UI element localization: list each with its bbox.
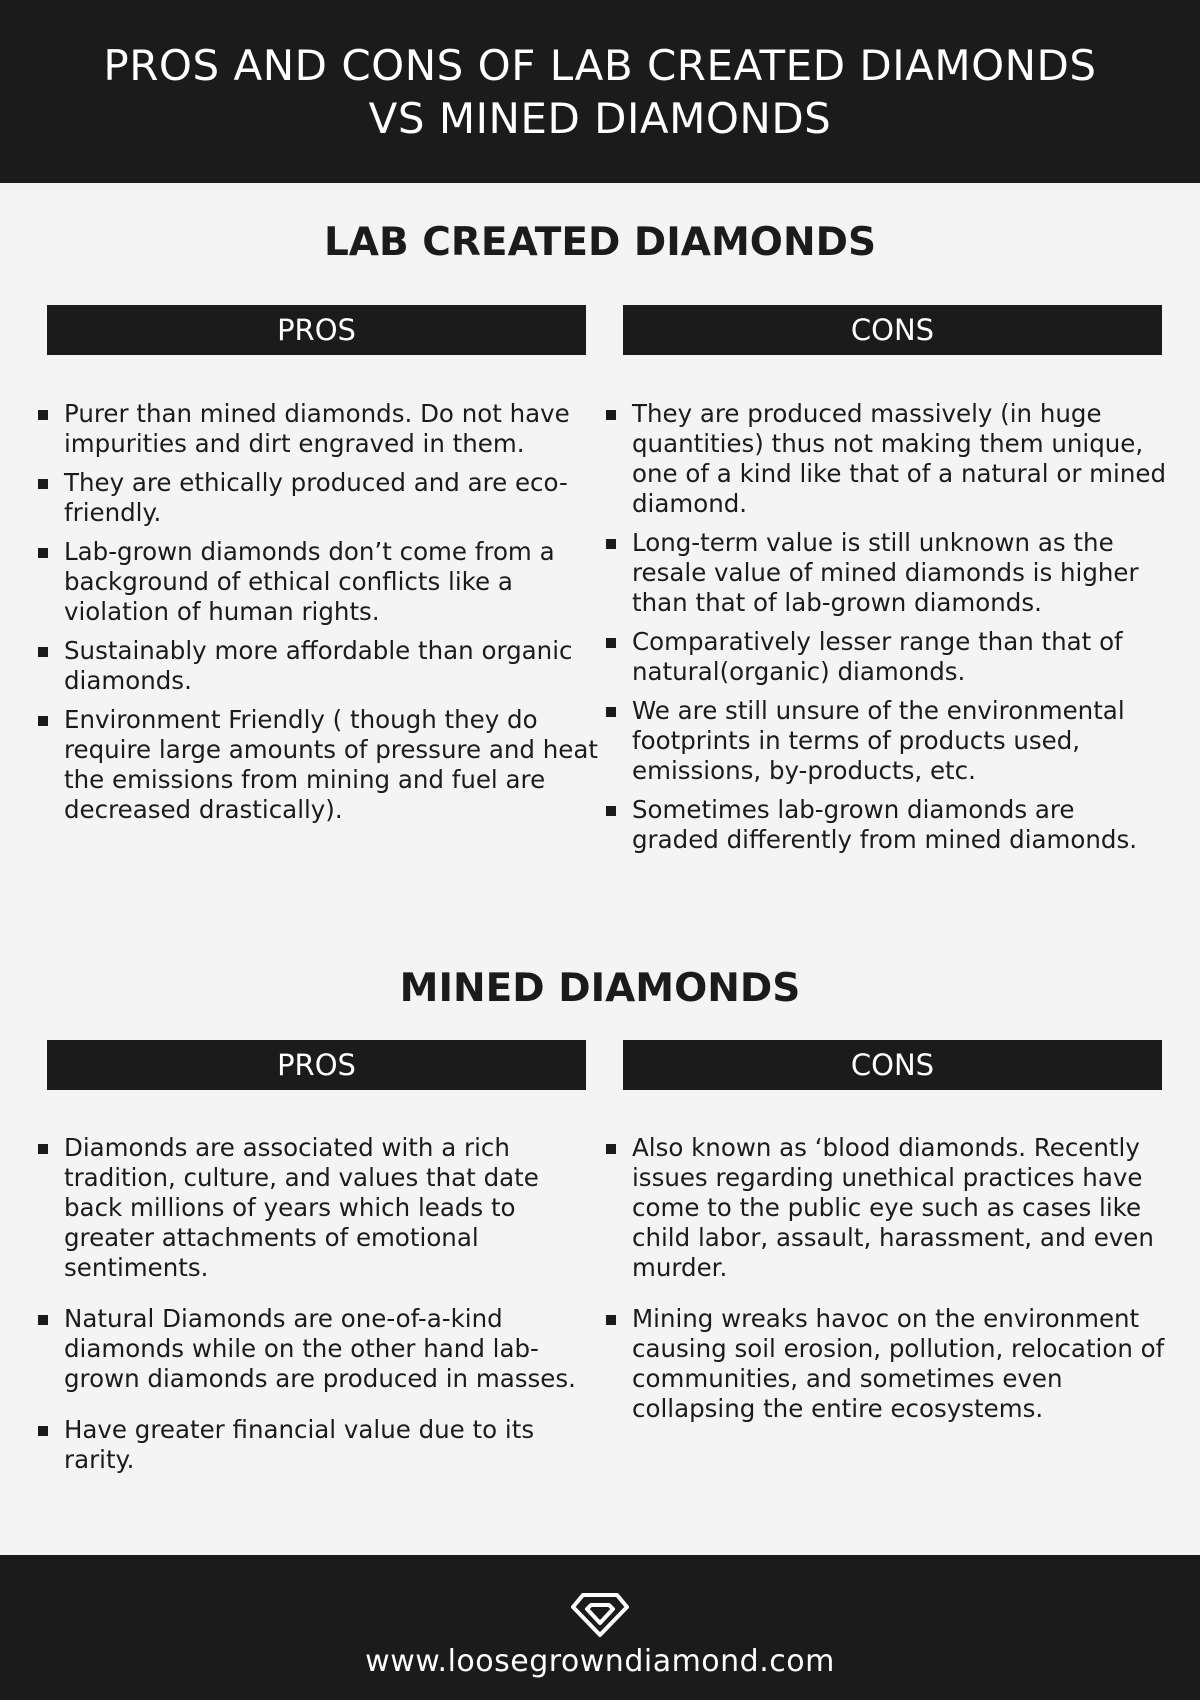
bullet-icon (606, 539, 616, 549)
list-item (606, 1304, 1166, 1424)
list-item (38, 1415, 598, 1475)
bullet-icon (38, 548, 48, 558)
bullet-icon (606, 707, 616, 717)
list-item-text: We are still unsure of the environmental footprints in terms of products used, emissions, by-products, etc. (632, 696, 1125, 785)
bullet-icon (38, 647, 48, 657)
bullet-icon (38, 410, 48, 420)
footer-banner (0, 1555, 1200, 1700)
mined-cons-list (606, 1133, 1166, 1445)
list-item-text: They are produced massively (in huge quantities) thus not making them unique, one of a kind like that of a natural or mined diamond. (632, 399, 1167, 518)
bullet-icon (606, 638, 616, 648)
list-item (38, 1133, 598, 1283)
mined-pros-list (38, 1133, 598, 1496)
mined-cons-header: CONS (623, 1040, 1162, 1090)
mined-pros-header: PROS (47, 1040, 586, 1090)
bullet-icon (38, 1426, 48, 1436)
header-banner (0, 0, 1200, 183)
list-item (606, 399, 1166, 519)
list-item (38, 399, 598, 459)
bullet-icon (38, 1144, 48, 1154)
lab-cons-list (606, 399, 1166, 864)
list-item-text: Environment Friendly ( though they do require large amounts of pressure and heat the emissions from mining and fuel are decreased drastically). (64, 705, 598, 824)
lab-section-title: LAB CREATED DIAMONDS (323, 220, 877, 265)
lab-pros-list (38, 399, 598, 834)
list-item (38, 537, 598, 627)
bullet-icon (606, 806, 616, 816)
list-item-text: Lab-grown diamonds don’t come from a background of ethical conflicts like a violation of human rights. (64, 537, 555, 626)
list-item (38, 468, 598, 528)
footer-website-link[interactable]: www.loosegrowndiamond.com (365, 1644, 835, 1679)
list-item (38, 1304, 598, 1394)
list-item-text: Diamonds are associated with a rich tradition, culture, and values that date back millions of years which leads to greater attachments of emotional sentiments. (64, 1133, 539, 1282)
page-title-line-1: PROS AND CONS OF LAB CREATED DIAMONDS (103, 40, 1097, 90)
bullet-icon (606, 1315, 616, 1325)
list-item-text: Sustainably more affordable than organic diamonds. (64, 636, 573, 695)
list-item (606, 696, 1166, 786)
bullet-icon (38, 716, 48, 726)
page-title-line-2: VS MINED DIAMONDS (368, 93, 832, 143)
bullet-icon (38, 1315, 48, 1325)
lab-cons-header: CONS (623, 305, 1162, 355)
list-item (606, 528, 1166, 618)
bullet-icon (606, 1144, 616, 1154)
list-item-text: Purer than mined diamonds. Do not have impurities and dirt engraved in them. (64, 399, 570, 458)
list-item-text: They are ethically produced and are eco-friendly. (64, 468, 568, 527)
bullet-icon (606, 410, 616, 420)
list-item (606, 795, 1166, 855)
list-item-text: Natural Diamonds are one-of-a-kind diamonds while on the other hand lab-grown diamonds are produced in masses. (64, 1304, 576, 1393)
list-item (606, 627, 1166, 687)
list-item-text: Sometimes lab-grown diamonds are graded differently from mined diamonds. (632, 795, 1138, 854)
page-title (103, 39, 1096, 145)
list-item-text: Mining wreaks havoc on the environment causing soil erosion, pollution, relocation of communities, and sometimes even collapsing the entire ecosystems. (632, 1304, 1165, 1423)
list-item (606, 1133, 1166, 1283)
list-item-text: Comparatively lesser range than that of natural(organic) diamonds. (632, 627, 1123, 686)
diamond-logo-icon (569, 1591, 631, 1639)
list-item-text: Long-term value is still unknown as the resale value of mined diamonds is higher than that of lab-grown diamonds. (632, 528, 1139, 617)
list-item (38, 636, 598, 696)
list-item (38, 705, 598, 825)
lab-pros-header: PROS (47, 305, 586, 355)
list-item-text: Have greater financial value due to its rarity. (64, 1415, 535, 1474)
bullet-icon (38, 479, 48, 489)
list-item-text: Also known as ‘blood diamonds. Recently issues regarding unethical practices have come to the public eye such as cases like child labor, assault, harassment, and even murder. (632, 1133, 1154, 1282)
mined-section-title: MINED DIAMONDS (399, 966, 801, 1011)
